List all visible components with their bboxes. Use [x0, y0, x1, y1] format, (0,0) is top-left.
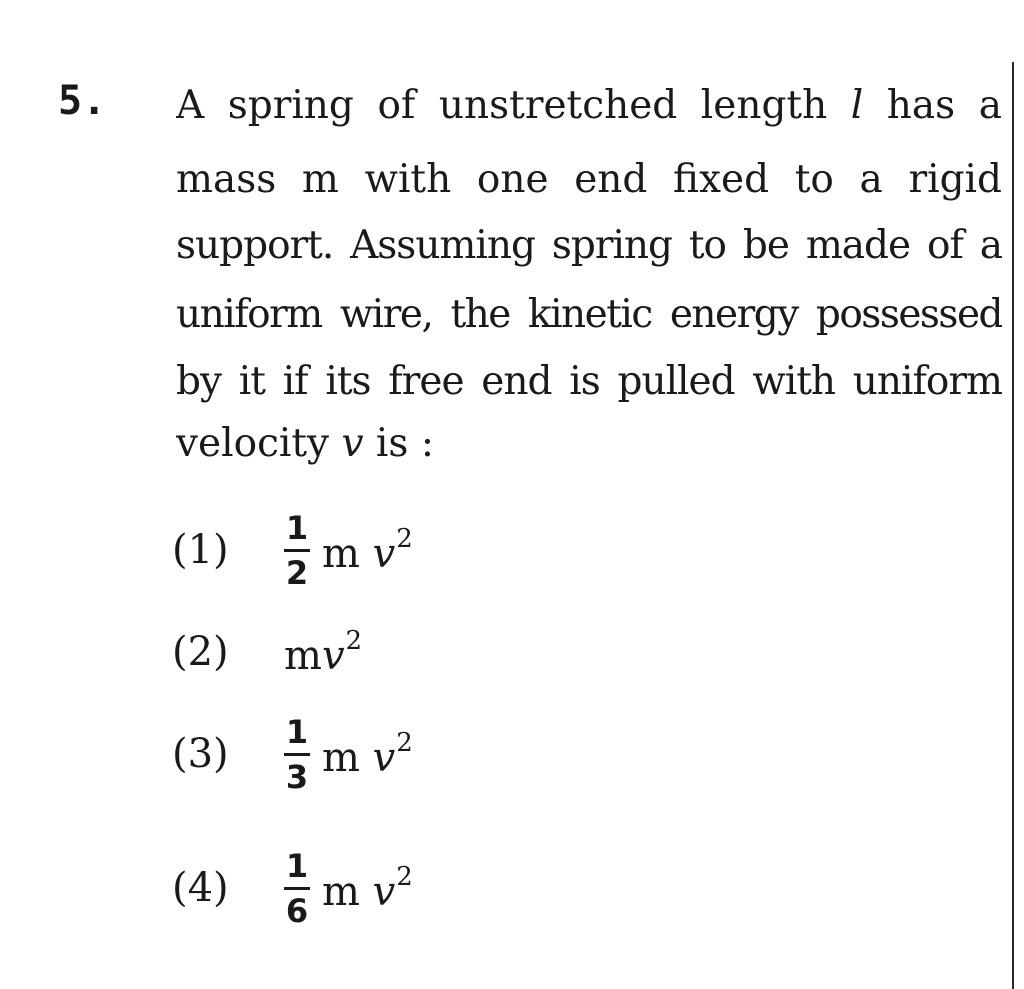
option-fraction: [284, 510, 310, 591]
question-line: support. Assuming spring to be made of a: [176, 223, 1002, 268]
option-label: (1): [172, 527, 229, 573]
option-expression: $mv^2$: [284, 625, 363, 679]
option-expression: m $v^2$: [322, 523, 413, 577]
page-right-border: [1012, 62, 1014, 989]
question-line: velocity v is :: [176, 421, 434, 466]
fraction-numerator: 1: [285, 712, 309, 751]
fraction-numerator: 1: [285, 846, 309, 885]
question-number: 5.: [58, 78, 107, 124]
option-3[interactable]: [172, 714, 413, 794]
option-expression: m $v^2$: [322, 861, 413, 915]
fraction-bar: [284, 753, 310, 756]
option-4[interactable]: [172, 848, 413, 928]
option-fraction: [284, 714, 310, 795]
question-line: mass m with one end fixed to a rigid: [176, 157, 1002, 202]
fraction-bar: [284, 887, 310, 890]
fraction-numerator: 1: [285, 508, 309, 547]
option-fraction: [284, 848, 310, 929]
option-label: (4): [172, 865, 229, 911]
option-label: (3): [172, 731, 229, 777]
fraction-denominator: 3: [285, 757, 309, 796]
fraction-bar: [284, 549, 310, 552]
fraction-denominator: 2: [285, 553, 309, 592]
option-label: (2): [172, 629, 229, 675]
question-line: A spring of unstretched length l has a: [176, 83, 1002, 128]
option-2[interactable]: [172, 612, 362, 692]
fraction-denominator: 6: [285, 891, 309, 930]
option-expression: m $v^2$: [322, 727, 413, 781]
option-1[interactable]: [172, 510, 413, 590]
question-line: uniform wire, the kinetic energy possessed: [176, 292, 1002, 337]
question-line: by it if its free end is pulled with uniform: [176, 359, 1002, 404]
